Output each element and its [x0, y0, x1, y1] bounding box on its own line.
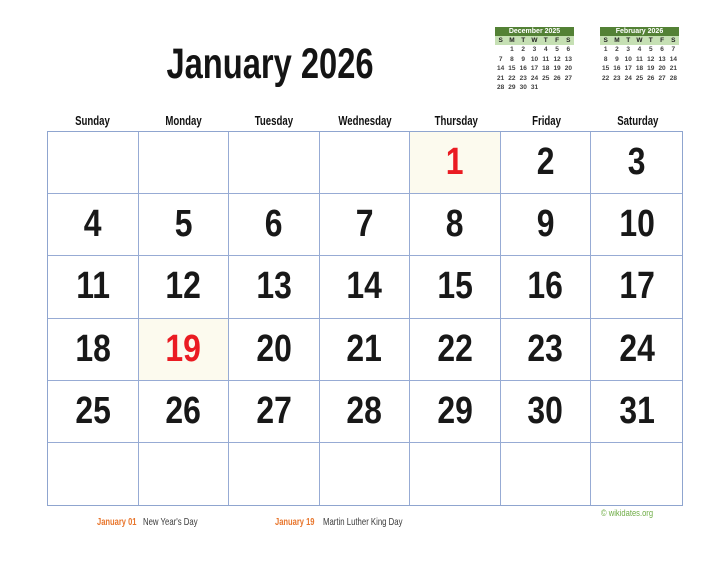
- weekday-header-thursday: Thursday: [434, 113, 478, 128]
- day-cell-27: 27: [229, 381, 320, 443]
- mini-date-10: 10: [624, 55, 632, 63]
- mini-day-letter: W: [636, 37, 643, 44]
- mini-date-5: 5: [648, 46, 653, 53]
- mini-date-17: 17: [530, 65, 539, 72]
- mini-date-14: 14: [669, 55, 677, 63]
- mini-date-1: 1: [510, 46, 514, 53]
- mini-calendar-title: February 2026: [600, 27, 679, 36]
- mini-day-letter: W: [531, 37, 538, 44]
- mini-date-11: 11: [636, 55, 643, 63]
- day-cell-10: 10: [591, 194, 682, 256]
- day-cell-4: 4: [48, 194, 139, 256]
- mini-date-25: 25: [542, 74, 550, 82]
- mini-date-18: 18: [542, 65, 550, 72]
- mini-calendar-title: December 2025: [495, 27, 574, 36]
- day-cell-5: 5: [139, 194, 230, 256]
- mini-date-24: 24: [530, 74, 539, 82]
- mini-date-grid: [495, 45, 574, 93]
- mini-date-2: 2: [521, 46, 526, 53]
- mini-date-empty: [540, 83, 551, 93]
- day-cell-empty: [591, 443, 682, 505]
- day-cell-19: 19: [139, 319, 230, 381]
- day-cell-8: 8: [410, 194, 501, 256]
- day-cell-2: 2: [501, 132, 592, 194]
- mini-calendar-december-2025[interactable]: [495, 27, 574, 93]
- mini-date-12: 12: [647, 55, 655, 63]
- holiday-date: January 01: [97, 516, 137, 528]
- mini-day-letter: S: [603, 37, 608, 44]
- day-cell-empty: [410, 443, 501, 505]
- mini-day-letter: M: [614, 37, 620, 44]
- mini-date-3: 3: [532, 46, 537, 53]
- mini-date-8: 8: [510, 55, 514, 63]
- mini-date-31: 31: [530, 84, 539, 91]
- mini-day-letter: S: [671, 37, 676, 44]
- day-cell-17: 17: [591, 256, 682, 318]
- day-cell-1: 1: [410, 132, 501, 194]
- mini-date-28: 28: [497, 84, 505, 91]
- mini-date-30: 30: [519, 84, 527, 91]
- mini-date-1: 1: [603, 46, 608, 53]
- day-cell-28: 28: [320, 381, 411, 443]
- mini-date-16: 16: [613, 65, 621, 72]
- mini-date-9: 9: [521, 55, 526, 63]
- mini-date-25: 25: [635, 74, 644, 82]
- mini-date-22: 22: [602, 74, 610, 82]
- holiday-date: January 19: [275, 516, 315, 528]
- day-cell-12: 12: [139, 256, 230, 318]
- day-cell-empty: [229, 443, 320, 505]
- mini-date-empty: [495, 45, 506, 55]
- holiday-name: Martin Luther King Day: [323, 516, 403, 528]
- mini-day-letter: F: [660, 37, 665, 44]
- mini-date-empty: [563, 83, 574, 93]
- weekday-header-friday: Friday: [532, 113, 562, 128]
- mini-date-4: 4: [543, 46, 548, 53]
- day-cell-22: 22: [410, 319, 501, 381]
- day-cell-empty: [139, 132, 230, 194]
- mini-date-12: 12: [553, 55, 561, 63]
- mini-day-letter: T: [543, 37, 548, 44]
- mini-day-letter: S: [498, 37, 503, 44]
- mini-date-18: 18: [635, 65, 644, 72]
- mini-date-5: 5: [555, 46, 559, 53]
- page-title: January 2026: [166, 40, 374, 88]
- day-cell-7: 7: [320, 194, 411, 256]
- mini-date-29: 29: [508, 84, 516, 91]
- day-cell-empty: [320, 443, 411, 505]
- mini-date-27: 27: [658, 74, 666, 82]
- day-cell-empty: [48, 443, 139, 505]
- mini-date-16: 16: [519, 65, 527, 72]
- weekday-header-monday: Monday: [165, 113, 202, 128]
- mini-date-11: 11: [542, 55, 550, 63]
- day-cell-empty: [320, 132, 411, 194]
- day-cell-11: 11: [48, 256, 139, 318]
- mini-date-26: 26: [553, 74, 561, 82]
- mini-day-letter: T: [521, 37, 526, 44]
- day-cell-empty: [229, 132, 320, 194]
- mini-date-26: 26: [647, 74, 655, 82]
- mini-date-8: 8: [603, 55, 608, 63]
- mini-date-empty: [551, 83, 562, 93]
- mini-date-13: 13: [658, 55, 666, 63]
- holiday-name: New Year's Day: [143, 516, 198, 528]
- day-cell-24: 24: [591, 319, 682, 381]
- weekday-header-saturday: Saturday: [616, 113, 659, 128]
- weekday-header-wednesday: Wednesday: [338, 113, 392, 128]
- mini-day-letter: F: [555, 37, 560, 44]
- mini-date-19: 19: [647, 65, 655, 72]
- copyright-link[interactable]: © wikidates.org: [601, 508, 654, 519]
- day-cell-16: 16: [501, 256, 592, 318]
- day-cell-21: 21: [320, 319, 411, 381]
- mini-day-header-row: [600, 36, 679, 45]
- day-cell-23: 23: [501, 319, 592, 381]
- day-cell-31: 31: [591, 381, 682, 443]
- mini-date-3: 3: [626, 46, 631, 53]
- mini-date-23: 23: [519, 74, 527, 82]
- mini-date-6: 6: [660, 46, 664, 53]
- day-cell-3: 3: [591, 132, 682, 194]
- day-cell-26: 26: [139, 381, 230, 443]
- mini-calendar-february-2026[interactable]: [600, 27, 679, 93]
- mini-date-21: 21: [497, 74, 505, 82]
- day-cell-20: 20: [229, 319, 320, 381]
- mini-date-14: 14: [497, 65, 505, 72]
- mini-date-7: 7: [671, 46, 676, 53]
- day-cell-15: 15: [410, 256, 501, 318]
- day-cell-25: 25: [48, 381, 139, 443]
- mini-date-17: 17: [624, 65, 632, 72]
- mini-date-19: 19: [553, 65, 561, 72]
- mini-day-letter: M: [509, 37, 515, 44]
- mini-date-15: 15: [508, 65, 516, 72]
- mini-date-27: 27: [564, 74, 572, 82]
- mini-date-13: 13: [564, 55, 572, 63]
- mini-date-6: 6: [566, 46, 571, 53]
- mini-date-15: 15: [602, 65, 610, 72]
- day-cell-14: 14: [320, 256, 411, 318]
- weekday-header-row: [47, 113, 683, 128]
- mini-day-header-row: [495, 36, 574, 45]
- day-cell-30: 30: [501, 381, 592, 443]
- day-cell-empty: [139, 443, 230, 505]
- mini-date-grid: [600, 45, 679, 83]
- day-cell-6: 6: [229, 194, 320, 256]
- day-cell-9: 9: [501, 194, 592, 256]
- mini-date-28: 28: [669, 74, 677, 82]
- mini-date-23: 23: [613, 74, 621, 82]
- mini-day-letter: T: [626, 37, 631, 44]
- mini-date-20: 20: [564, 65, 572, 72]
- mini-date-24: 24: [624, 74, 632, 82]
- mini-date-7: 7: [498, 55, 503, 63]
- day-cell-29: 29: [410, 381, 501, 443]
- mini-day-letter: S: [566, 37, 571, 44]
- mini-date-4: 4: [637, 46, 642, 53]
- weekday-header-sunday: Sunday: [75, 113, 110, 128]
- mini-calendars: [495, 27, 679, 93]
- day-cell-empty: [48, 132, 139, 194]
- calendar-grid: [47, 131, 683, 506]
- mini-date-10: 10: [530, 55, 539, 63]
- mini-day-letter: T: [648, 37, 653, 44]
- mini-date-9: 9: [615, 55, 619, 63]
- mini-date-20: 20: [658, 65, 666, 72]
- mini-date-21: 21: [669, 65, 677, 72]
- mini-date-22: 22: [508, 74, 516, 82]
- day-cell-18: 18: [48, 319, 139, 381]
- mini-date-2: 2: [615, 46, 619, 53]
- weekday-header-tuesday: Tuesday: [254, 113, 294, 128]
- day-cell-13: 13: [229, 256, 320, 318]
- day-cell-empty: [501, 443, 592, 505]
